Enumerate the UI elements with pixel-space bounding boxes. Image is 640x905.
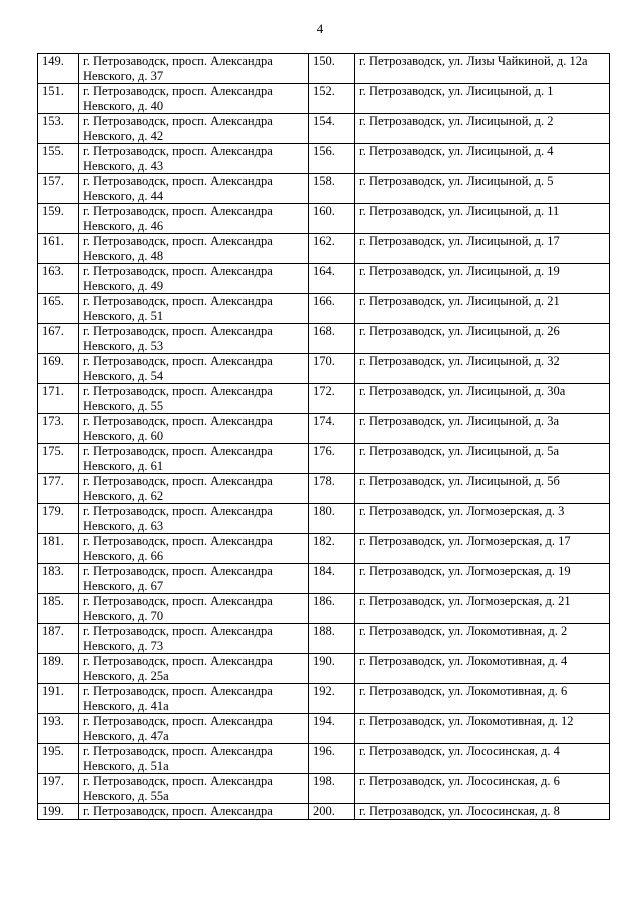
- address-right: г. Петрозаводск, ул. Локомотивная, д. 12: [355, 714, 610, 744]
- address-left-line: г. Петрозаводск, просп. Александра: [83, 204, 273, 218]
- address-left: [79, 114, 309, 144]
- address-right: г. Петрозаводск, ул. Лизы Чайкиной, д. 12а: [355, 54, 610, 84]
- address-right: г. Петрозаводск, ул. Лисицыной, д. 1: [355, 84, 610, 114]
- row-number-left: 165.: [38, 294, 79, 324]
- address-left-line: г. Петрозаводск, просп. Александра: [83, 624, 273, 638]
- row-number-left: 177.: [38, 474, 79, 504]
- address-left-line: г. Петрозаводск, просп. Александра: [83, 54, 273, 68]
- address-left-line: Невского, д. 70: [83, 608, 164, 623]
- row-number-left: 195.: [38, 744, 79, 774]
- row-number-left: 171.: [38, 384, 79, 414]
- table-row: [38, 264, 610, 294]
- address-left-line: Невского, д. 41а: [83, 698, 169, 713]
- row-number-right: 152.: [309, 84, 355, 114]
- row-number-left: 149.: [38, 54, 79, 84]
- address-left: [79, 624, 309, 654]
- row-number-left: 169.: [38, 354, 79, 384]
- address-right: г. Петрозаводск, ул. Лисицыной, д. 19: [355, 264, 610, 294]
- address-right: г. Петрозаводск, ул. Лисицыной, д. 32: [355, 354, 610, 384]
- address-right: г. Петрозаводск, ул. Лисицыной, д. 3а: [355, 414, 610, 444]
- address-left: [79, 354, 309, 384]
- row-number-left: 185.: [38, 594, 79, 624]
- address-left-line: Невского, д. 43: [83, 158, 164, 173]
- row-number-left: 151.: [38, 84, 79, 114]
- address-right: г. Петрозаводск, ул. Лососинская, д. 6: [355, 774, 610, 804]
- address-table-body: [38, 54, 610, 820]
- row-number-right: 188.: [309, 624, 355, 654]
- address-right: г. Петрозаводск, ул. Лисицыной, д. 11: [355, 204, 610, 234]
- row-number-left: 187.: [38, 624, 79, 654]
- address-left: [79, 684, 309, 714]
- address-left: [79, 504, 309, 534]
- row-number-left: 157.: [38, 174, 79, 204]
- table-row: [38, 84, 610, 114]
- address-left-line: г. Петрозаводск, просп. Александра: [83, 654, 273, 668]
- row-number-right: 168.: [309, 324, 355, 354]
- row-number-right: 170.: [309, 354, 355, 384]
- table-row: [38, 144, 610, 174]
- address-left-line: г. Петрозаводск, просп. Александра: [83, 294, 273, 308]
- table-row: [38, 414, 610, 444]
- address-left: [79, 204, 309, 234]
- address-right: г. Петрозаводск, ул. Лисицыной, д. 5: [355, 174, 610, 204]
- address-left-line: г. Петрозаводск, просп. Александра: [83, 354, 273, 368]
- address-left: [79, 264, 309, 294]
- address-right: г. Петрозаводск, ул. Лисицыной, д. 2: [355, 114, 610, 144]
- table-row: [38, 114, 610, 144]
- row-number-right: 174.: [309, 414, 355, 444]
- table-row: [38, 234, 610, 264]
- row-number-right: 190.: [309, 654, 355, 684]
- address-right: г. Петрозаводск, ул. Логмозерская, д. 17: [355, 534, 610, 564]
- address-left-line: Невского, д. 47а: [83, 728, 169, 743]
- address-right: г. Петрозаводск, ул. Лососинская, д. 4: [355, 744, 610, 774]
- address-left-line: Невского, д. 67: [83, 578, 164, 593]
- address-left-line: Невского, д. 55: [83, 398, 164, 413]
- address-right: г. Петрозаводск, ул. Локомотивная, д. 4: [355, 654, 610, 684]
- address-right: г. Петрозаводск, ул. Лисицыной, д. 21: [355, 294, 610, 324]
- address-left-line: Невского, д. 44: [83, 188, 164, 203]
- table-row: [38, 534, 610, 564]
- row-number-right: 172.: [309, 384, 355, 414]
- table-row: [38, 384, 610, 414]
- table-row: [38, 654, 610, 684]
- address-left: [79, 714, 309, 744]
- address-left-line: г. Петрозаводск, просп. Александра: [83, 144, 273, 158]
- row-number-right: 196.: [309, 744, 355, 774]
- table-row: [38, 594, 610, 624]
- address-left: [79, 474, 309, 504]
- address-right: г. Петрозаводск, ул. Лисицыной, д. 5б: [355, 474, 610, 504]
- row-number-right: 164.: [309, 264, 355, 294]
- address-left: [79, 804, 309, 820]
- row-number-right: 198.: [309, 774, 355, 804]
- table-row: [38, 54, 610, 84]
- address-left-line: Невского, д. 55а: [83, 788, 169, 803]
- address-left-line: Невского, д. 51: [83, 308, 164, 323]
- address-left-line: Невского, д. 49: [83, 278, 164, 293]
- row-number-right: 158.: [309, 174, 355, 204]
- address-left-line: Невского, д. 60: [83, 428, 164, 443]
- address-left-line: Невского, д. 66: [83, 548, 164, 563]
- address-left-line: г. Петрозаводск, просп. Александра: [83, 744, 273, 758]
- address-right: г. Петрозаводск, ул. Лососинская, д. 8: [355, 804, 610, 820]
- row-number-left: 189.: [38, 654, 79, 684]
- address-left-line: г. Петрозаводск, просп. Александра: [83, 684, 273, 698]
- row-number-left: 161.: [38, 234, 79, 264]
- address-left-line: Невского, д. 73: [83, 638, 164, 653]
- address-right: г. Петрозаводск, ул. Логмозерская, д. 21: [355, 594, 610, 624]
- address-left-line: г. Петрозаводск, просп. Александра: [83, 534, 273, 548]
- address-left-line: Невского, д. 37: [83, 68, 164, 83]
- address-left-line: г. Петрозаводск, просп. Александра: [83, 714, 273, 728]
- address-left-line: г. Петрозаводск, просп. Александра: [83, 114, 273, 128]
- address-left-line: Невского, д. 62: [83, 488, 164, 503]
- row-number-right: 166.: [309, 294, 355, 324]
- address-left: [79, 324, 309, 354]
- address-left: [79, 744, 309, 774]
- address-left-line: Невского, д. 63: [83, 518, 164, 533]
- row-number-left: 193.: [38, 714, 79, 744]
- address-left-line: г. Петрозаводск, просп. Александра: [83, 384, 273, 398]
- address-left: [79, 774, 309, 804]
- address-left: [79, 174, 309, 204]
- address-left: [79, 54, 309, 84]
- table-row: [38, 714, 610, 744]
- row-number-right: 192.: [309, 684, 355, 714]
- row-number-left: 159.: [38, 204, 79, 234]
- address-left: [79, 144, 309, 174]
- address-right: г. Петрозаводск, ул. Локомотивная, д. 2: [355, 624, 610, 654]
- address-left: [79, 534, 309, 564]
- row-number-right: 180.: [309, 504, 355, 534]
- row-number-right: 184.: [309, 564, 355, 594]
- address-left: [79, 234, 309, 264]
- table-row: [38, 354, 610, 384]
- row-number-right: 186.: [309, 594, 355, 624]
- table-row: [38, 804, 610, 820]
- row-number-right: 150.: [309, 54, 355, 84]
- row-number-left: 173.: [38, 414, 79, 444]
- table-row: [38, 204, 610, 234]
- address-right: г. Петрозаводск, ул. Логмозерская, д. 19: [355, 564, 610, 594]
- row-number-right: 200.: [309, 804, 355, 820]
- address-left: [79, 594, 309, 624]
- table-row: [38, 174, 610, 204]
- address-left: [79, 444, 309, 474]
- address-left-line: Невского, д. 42: [83, 128, 164, 143]
- address-left: [79, 84, 309, 114]
- row-number-right: 194.: [309, 714, 355, 744]
- address-right: г. Петрозаводск, ул. Лисицыной, д. 30а: [355, 384, 610, 414]
- address-table: [37, 53, 610, 820]
- address-left: [79, 384, 309, 414]
- address-left-line: г. Петрозаводск, просп. Александра: [83, 804, 273, 818]
- address-left-line: г. Петрозаводск, просп. Александра: [83, 414, 273, 428]
- address-left-line: Невского, д. 61: [83, 458, 164, 473]
- row-number-left: 199.: [38, 804, 79, 820]
- row-number-right: 156.: [309, 144, 355, 174]
- address-left-line: Невского, д. 46: [83, 218, 164, 233]
- address-left-line: г. Петрозаводск, просп. Александра: [83, 474, 273, 488]
- row-number-right: 160.: [309, 204, 355, 234]
- table-row: [38, 444, 610, 474]
- row-number-left: 183.: [38, 564, 79, 594]
- address-left-line: г. Петрозаводск, просп. Александра: [83, 234, 273, 248]
- address-right: г. Петрозаводск, ул. Лисицыной, д. 4: [355, 144, 610, 174]
- address-left-line: г. Петрозаводск, просп. Александра: [83, 444, 273, 458]
- address-right: г. Петрозаводск, ул. Лисицыной, д. 5а: [355, 444, 610, 474]
- address-left-line: г. Петрозаводск, просп. Александра: [83, 774, 273, 788]
- row-number-right: 154.: [309, 114, 355, 144]
- address-right: г. Петрозаводск, ул. Лисицыной, д. 26: [355, 324, 610, 354]
- address-left: [79, 564, 309, 594]
- row-number-left: 163.: [38, 264, 79, 294]
- row-number-left: 179.: [38, 504, 79, 534]
- table-row: [38, 324, 610, 354]
- address-left-line: г. Петрозаводск, просп. Александра: [83, 174, 273, 188]
- address-left-line: Невского, д. 53: [83, 338, 164, 353]
- address-right: г. Петрозаводск, ул. Локомотивная, д. 6: [355, 684, 610, 714]
- address-left-line: г. Петрозаводск, просп. Александра: [83, 264, 273, 278]
- row-number-left: 191.: [38, 684, 79, 714]
- address-left-line: г. Петрозаводск, просп. Александра: [83, 84, 273, 98]
- address-left-line: Невского, д. 51а: [83, 758, 169, 773]
- address-left: [79, 654, 309, 684]
- address-left-line: г. Петрозаводск, просп. Александра: [83, 504, 273, 518]
- row-number-left: 155.: [38, 144, 79, 174]
- row-number-right: 182.: [309, 534, 355, 564]
- page-number: 4: [316, 21, 324, 36]
- address-left: [79, 294, 309, 324]
- address-left-line: г. Петрозаводск, просп. Александра: [83, 594, 273, 608]
- row-number-right: 178.: [309, 474, 355, 504]
- row-number-left: 167.: [38, 324, 79, 354]
- table-row: [38, 564, 610, 594]
- row-number-left: 175.: [38, 444, 79, 474]
- address-right: г. Петрозаводск, ул. Лисицыной, д. 17: [355, 234, 610, 264]
- address-left-line: Невского, д. 25а: [83, 668, 169, 683]
- row-number-right: 176.: [309, 444, 355, 474]
- address-right: г. Петрозаводск, ул. Логмозерская, д. 3: [355, 504, 610, 534]
- address-left: [79, 414, 309, 444]
- table-row: [38, 684, 610, 714]
- row-number-left: 181.: [38, 534, 79, 564]
- address-left-line: Невского, д. 40: [83, 98, 164, 113]
- table-row: [38, 294, 610, 324]
- table-row: [38, 474, 610, 504]
- table-row: [38, 624, 610, 654]
- table-row: [38, 774, 610, 804]
- row-number-left: 197.: [38, 774, 79, 804]
- address-left-line: г. Петрозаводск, просп. Александра: [83, 324, 273, 338]
- row-number-right: 162.: [309, 234, 355, 264]
- address-left-line: Невского, д. 54: [83, 368, 164, 383]
- table-row: [38, 744, 610, 774]
- row-number-left: 153.: [38, 114, 79, 144]
- address-left-line: г. Петрозаводск, просп. Александра: [83, 564, 273, 578]
- address-left-line: Невского, д. 48: [83, 248, 164, 263]
- table-row: [38, 504, 610, 534]
